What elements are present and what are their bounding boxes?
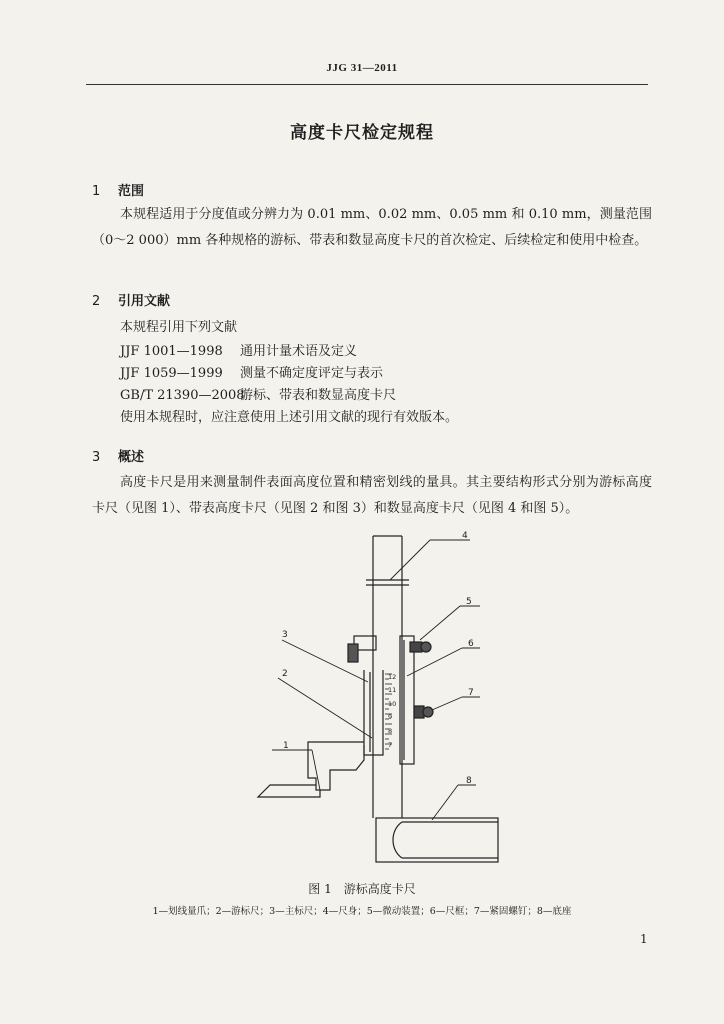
scale-number: 12: [388, 673, 397, 681]
scale-number: 8: [388, 727, 393, 735]
scale-number: 10: [388, 700, 397, 708]
section-1-paragraph: 本规程适用于分度值或分辨力为 0.01 mm、0.02 mm、0.05 mm 和 0.10 mm，测量范围（0～2 000）mm 各种规格的游标、带表和数显高度卡尺的首次检定、后续检定和使用中检查。: [92, 207, 652, 248]
page-number: 1: [640, 932, 648, 946]
callout-5: 5: [466, 597, 472, 607]
header-rule: [86, 84, 648, 85]
figure-legend: 1—划线量爪；2—游标尺；3—主标尺；4—尺身；5—微动装置；6—尺框；7—紧固螺钉；8—底座: [152, 906, 572, 917]
callout-numbers: [282, 531, 474, 786]
references-note: 使用本规程时，应注意使用上述引用文献的现行有效版本。: [120, 410, 459, 425]
section-1-number: 1: [92, 184, 101, 199]
reference-name: 测量不确定度评定与表示: [240, 366, 384, 381]
scale-number: 11: [388, 686, 397, 694]
section-3-heading: [92, 446, 144, 465]
scale-number: 7: [388, 741, 393, 749]
document-title: 高度卡尺检定规程: [290, 123, 434, 143]
callout-2: 2: [282, 669, 288, 679]
reference-code: GB/T 21390—2008: [120, 388, 245, 403]
reference-item: [120, 364, 383, 384]
references-intro: 本规程引用下列文献: [120, 320, 238, 335]
section-3-title: 概述: [118, 450, 145, 465]
reference-name: 游标、带表和数显高度卡尺: [240, 388, 397, 403]
callout-1: 1: [283, 741, 289, 751]
section-3-number: 3: [92, 450, 101, 465]
section-2-heading: [92, 290, 170, 309]
reference-item: [120, 386, 396, 406]
section-2-number: 2: [92, 294, 101, 309]
reference-code: JJF 1001—1998: [120, 344, 223, 359]
reference-name: 通用计量术语及定义: [240, 344, 358, 359]
section-1-heading: [92, 180, 144, 199]
section-1-title: 范围: [118, 184, 145, 199]
figure-caption: 图 1 游标高度卡尺: [308, 882, 416, 896]
reference-code: JJF 1059—1999: [120, 366, 223, 381]
reference-item: [120, 342, 357, 362]
vernier-height-gauge-figure: [240, 528, 520, 873]
callout-6: 6: [468, 639, 474, 649]
callout-3: 3: [282, 630, 288, 640]
section-3-paragraph: 高度卡尺是用来测量制件表面高度位置和精密划线的量具。其主要结构形式分别为游标高度卡尺（见图 1）、带表高度卡尺（见图 2 和图 3）和数显高度卡尺（见图 4 和图 5）。: [92, 475, 652, 516]
scale-number: 9: [388, 713, 393, 721]
leader-lines: [272, 540, 480, 820]
section-2-title: 引用文献: [118, 294, 171, 309]
callout-8: 8: [466, 776, 472, 786]
callout-4: 4: [462, 531, 468, 541]
standard-code-header: JJG 31—2011: [326, 62, 398, 74]
base-drawing: [376, 818, 498, 862]
callout-7: 7: [468, 688, 474, 698]
scale-numbers: [388, 673, 396, 749]
